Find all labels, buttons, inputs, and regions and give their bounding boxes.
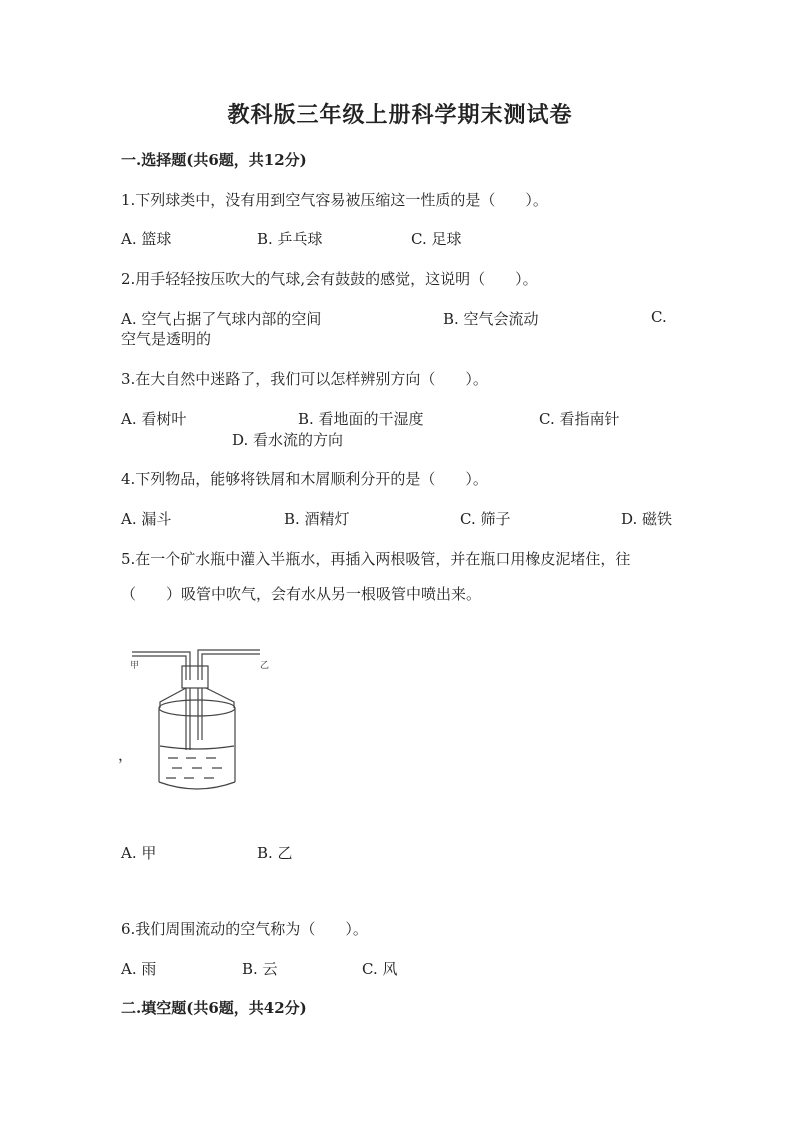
bottle-straw-figure bbox=[120, 640, 280, 810]
question-2-option-a[interactable]: A. 空气占据了气球内部的空间 bbox=[121, 310, 322, 328]
question-5-option-a[interactable]: A. 甲 bbox=[121, 844, 157, 862]
question-3-option-a[interactable]: A. 看树叶 bbox=[121, 410, 187, 428]
question-5-stem-line2: （ ）吸管中吹气，会有水从另一根吸管中喷出来。 bbox=[121, 585, 482, 603]
question-6-option-c[interactable]: C. 风 bbox=[362, 960, 398, 978]
question-6-option-b[interactable]: B. 云 bbox=[242, 960, 278, 978]
question-5-stem-line1: 5.在一个矿水瓶中灌入半瓶水，再插入两根吸管，并在瓶口用橡皮泥堵住，往 bbox=[121, 550, 631, 568]
question-2-option-c[interactable]: C. bbox=[651, 308, 667, 326]
question-1-stem: 1.下列球类中，没有用到空气容易被压缩这一性质的是（ ）。 bbox=[121, 191, 548, 209]
question-4-option-c[interactable]: C. 筛子 bbox=[460, 510, 511, 528]
question-2-stem: 2.用手轻轻按压吹大的气球,会有鼓鼓的感觉，这说明（ ）。 bbox=[121, 270, 538, 288]
question-6-option-a[interactable]: A. 雨 bbox=[121, 960, 157, 978]
question-2-option-b[interactable]: B. 空气会流动 bbox=[443, 310, 539, 328]
question-3-option-c[interactable]: C. 看指南针 bbox=[539, 410, 620, 428]
figure-label-yi: 乙 bbox=[260, 661, 270, 671]
question-6-stem: 6.我们周围流动的空气称为（ ）。 bbox=[121, 920, 368, 938]
question-2-option-c-text: 空气是透明的 bbox=[121, 330, 212, 348]
figure-label-jia: 甲 bbox=[130, 661, 140, 671]
question-3-stem: 3.在大自然中迷路了，我们可以怎样辨别方向（ ）。 bbox=[121, 370, 488, 388]
question-5-stray-comma: ， bbox=[118, 746, 134, 764]
question-4-option-d[interactable]: D. 磁铁 bbox=[621, 510, 673, 528]
question-5-option-b[interactable]: B. 乙 bbox=[257, 844, 293, 862]
question-4-option-a[interactable]: A. 漏斗 bbox=[121, 510, 172, 528]
section-heading-fill: 二.填空题(共6题，共42分) bbox=[121, 999, 307, 1017]
question-3-option-d[interactable]: D. 看水流的方向 bbox=[232, 431, 344, 449]
question-3-option-b[interactable]: B. 看地面的干湿度 bbox=[298, 410, 424, 428]
question-1-option-b[interactable]: B. 乒乓球 bbox=[257, 230, 323, 248]
question-1-option-c[interactable]: C. 足球 bbox=[411, 230, 462, 248]
page-title: 教科版三年级上册科学期末测试卷 bbox=[227, 102, 573, 128]
section-heading-choice: 一.选择题(共6题，共12分) bbox=[121, 151, 307, 169]
question-4-stem: 4.下列物品，能够将铁屑和木屑顺利分开的是（ ）。 bbox=[121, 470, 488, 488]
question-1-option-a[interactable]: A. 篮球 bbox=[121, 230, 172, 248]
question-4-option-b[interactable]: B. 酒精灯 bbox=[284, 510, 350, 528]
